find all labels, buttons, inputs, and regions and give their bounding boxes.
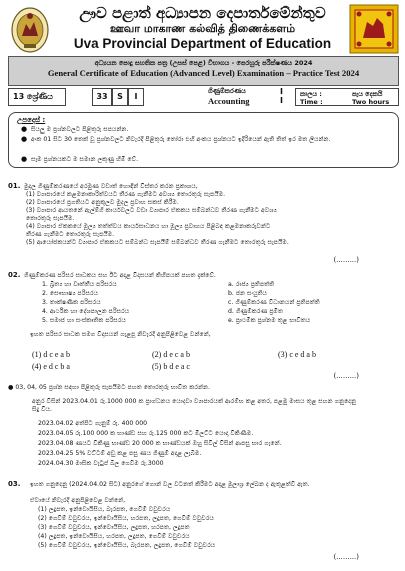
answer-option: (3) ව්‍යාපාර ආයතනේ ඇල්ම්ගි කාර්යවලට වඩා ව්‍යාපාර ඒකකය සම්බන්ධව තීරණ ගැනීමට අවශ්‍ය: [26, 207, 277, 214]
paper-number-sinhala: I: [280, 87, 283, 96]
instruction-item: සෑම ප්‍රශ්නයකට ම සමාන ලකුණු හිමි වේ.: [31, 156, 139, 163]
answer-option: (2) ගෙවීම් වවුචරය, ඉන්වොයිසිය, හරපත, ලදුපත, ගෙවීම් වවුචරය: [38, 515, 214, 522]
scenario-intro: අනුර විසින් 2023.04.01 රු.1000 000 ක ප්‍රාග්ධනය යොදවා ව්‍යාපාරයක් ආරම්භ කළ අතර, පළමු මාසය තුළ සහන ගනුදෙනු සිදු විය.: [32, 398, 357, 413]
paper-code-box: I: [128, 88, 144, 106]
question-number: 03.: [8, 480, 21, 488]
answer-option: (5) ආයෝජකයන්ට ව්‍යාපාර ඒකකයට සම්බන්ධ සැපයීම් සම්බන්ධව තීරණ ගැනීමට තොරතුරු සැපයීම.: [26, 239, 289, 246]
question-prompt: ඉහත පරිසර සාධක සමග විදාසයන් ගැළපූ නිවැරදි අනුපිළිවෙළ වන්නේ,: [30, 331, 211, 338]
transaction-entry: 2023.04.25 5% වට්ටම් අඩු කළ පසු ණය ගිණුම් අදාළ ලැබීම.: [38, 450, 202, 457]
paper-number-english: I: [280, 96, 283, 105]
uva-flag-icon: [349, 4, 399, 54]
question-prompt: ඒවායේ නිවැරදි අනුපිළිවෙළ වන්නේ,: [30, 497, 126, 504]
header-title-tamil: ஊவா மாகாண கல்வித் திணைக்களம்: [109, 22, 296, 35]
answer-option: (3) ගෙවීම් වවුචරය, ඉන්වොයිසිය, ලදුපත, හරපත, ලදුපත: [38, 524, 190, 531]
transaction-entry: 2023.04.02 අත්පිට ගැනුම් රු. 400 000: [38, 420, 148, 427]
transaction-entry: 2023.04.05 රු.100 000 ක භාණ්ඩ සහ රු.125 000 කට මිලට්ට යොදා විකිණීම.: [38, 430, 254, 437]
answer-choice: (1) d c e a b: [32, 350, 70, 359]
answer-option: (1) ව්‍යාපාරයේ කළමනාකාරිත්වයට තීරණ ගැනීමට අවශ්‍ය තොරතුරු සැපයීම.: [26, 191, 226, 198]
bullet-icon: ●: [21, 125, 28, 133]
exam-title-sinhala: අධ්‍යයන පොදු සහතික පත්‍ර (උසස් පෙළ) විභාගය - පෙරහුරු පරීක්ෂණය 2024: [94, 59, 313, 67]
answer-choice: (2) d e c a b: [152, 350, 190, 359]
time-label-english: Time :: [300, 98, 323, 106]
question-stem: ගිණුම්කරණ පරිසර සාධකය සහ ඊට අදාළ විදාසයන් කිහිපයක් පහත දැක්වේ.: [24, 272, 216, 279]
grade-box: 13 ශ්‍රේණිය: [8, 88, 66, 106]
section-header: [8, 384, 210, 392]
answer-option: (5) ගෙවීම් වවුචරය, ඉන්වොයිසිය, බැරපත, ලදුපත, ගෙවීම් වවුචරය: [38, 542, 216, 549]
match-right-item: e. ප්‍රාථමික ප්‍රශ්නම තුළ භාවිතය: [228, 317, 311, 324]
answer-option: (2) ව්‍යාපාරයේ ප්‍රගතියට අනුකූලව මුදල ප්‍රවාහ සකස් කිරීම.: [26, 199, 179, 206]
subject-name-sinhala: ගිණුම්කරණය: [208, 87, 246, 95]
match-left-item: 4. ආර්ථික හා දේශපාලන පරිසරය: [42, 308, 130, 315]
bullet-icon: ●: [21, 155, 28, 163]
answer-blank[interactable]: (.........): [333, 553, 359, 561]
transaction-entry: 2023.04.08 ණයට විකිණු භාණ්ඩ 20 000 ක භාණ්ඩයක් ඔහු සිවිල් විසින් ආපසු භාර ගැනේ.: [38, 440, 282, 447]
time-box: [295, 88, 399, 106]
medium-code-box: S: [112, 88, 128, 106]
time-value-sinhala: පැය දෙකයි: [352, 90, 383, 98]
instructions-box: [8, 112, 399, 168]
question-number: 02.: [8, 271, 21, 279]
question-stem: මුදල ගිණුම්කරණයේ අරමුණ වඩාත් හොඳින් විස්තර කරන ප්‍රකාශය,: [24, 183, 198, 190]
answer-option: තීරණ ගැනීමට තොරතුරු සැපයීම.: [26, 231, 115, 238]
exam-title-band: [8, 56, 399, 86]
answer-option: (4) ව්‍යාපාර ඒකකයේ මූල්‍ය තත්ත්වය කාර්යසාධනය හා මූල්‍ය ප්‍රවාහය පිළිබඳ කළමනාකරුවන්ට: [26, 223, 271, 230]
header-title-sinhala: ඌව පළාත් අධ්‍යාපන දෙපාර්තමේන්තුව: [79, 4, 326, 22]
answer-blank[interactable]: (.........): [333, 256, 359, 264]
match-right-item: c. ගිණුම්කරණ විධානයන් ප්‍රතිපත්ති: [228, 299, 320, 306]
time-label-sinhala: කාලය :: [300, 90, 322, 98]
match-left-item: 5. සමාජ හා සංස්කෘතික පරිසරය: [42, 317, 126, 324]
instruction-item: සියලු ම ප්‍රශ්නවලට පිළිතුරු සපයන්න.: [31, 126, 129, 133]
instructions-title: උපදෙස් :: [17, 116, 46, 124]
match-left-item: 2. සෞභාෂ්‍ය පරිසරය: [42, 290, 99, 297]
exam-title-english: General Certificate of Education (Advanced Level) Examination – Practice Test 2024: [47, 68, 360, 78]
section-header-text: 03, 04, 05 ප්‍රශ්න සඳහා පිළිතුරු සැපයීමට පහත තොරතුරු භාවිත කරන්න.: [15, 384, 211, 391]
answer-option: තොරතුරු සැපයීම.: [26, 215, 75, 222]
match-left-item: 3. තාක්ෂණික පරිසරය: [42, 299, 101, 306]
answer-choice: (4) e d c b a: [32, 362, 70, 371]
match-left-item: 1. බ්‍රිත්‍ය හා වෘත්තීය පරිසරය: [42, 281, 117, 288]
bullet-icon: ●: [21, 135, 28, 143]
time-value-english: Two hours: [352, 98, 390, 106]
header-title-english: Uva Provincial Department of Education: [73, 36, 332, 51]
transaction-entry: 2024.04.30 මාසික වැටුප් බිල ගෙවීම රු.3000: [38, 460, 164, 467]
match-right-item: d. ගිණුම්කරණ ප්‍රමිත: [228, 308, 284, 315]
paper-id-row: [8, 88, 399, 108]
answer-blank[interactable]: (.........): [333, 372, 359, 380]
instruction-item: අංක 01 සිට 30 තෙක් වූ ප්‍රශ්නවලට නිවැරදි පිළිතුරු තෝරා එහි අංකය ප්‍රශ්නයට ඉදිරියෙන් ඇති තිත් ඉර මත ලියන්න.: [31, 136, 331, 143]
answer-option: (1) ලදුපත, ඉන්වොයිසිය, බැරපත, ගෙවීම් වවුචරය: [38, 506, 171, 513]
answer-choice: (5) b d e a c: [152, 362, 190, 371]
bullet-icon: ●: [8, 384, 16, 391]
sri-lanka-emblem-icon: [10, 6, 50, 54]
subject-name-english: Accounting: [208, 96, 250, 106]
match-right-item: a. රාජ්‍ය ප්‍රතිපත්ති: [228, 281, 275, 288]
answer-choice: (3) c e d a b: [278, 350, 316, 359]
question-stem: ඉහත ගනුදෙනු (2024.04.02 සිට) අනුරගේ ගොන් වල වටනත් කිරීමට අදාළ මූලාශ්‍ර ලේඛන ද ඇතුළත්වී ඇත.: [30, 481, 310, 488]
subject-code-box: 33: [92, 88, 112, 106]
match-right-item: b. ජන සංයුතිය: [228, 290, 267, 297]
question-number: 01.: [8, 182, 21, 190]
answer-option: (4) ලදුපත, ඉන්වොයිසිය, හරපත, ලදුපත, ගෙවීම් වවුචරය: [38, 533, 190, 540]
